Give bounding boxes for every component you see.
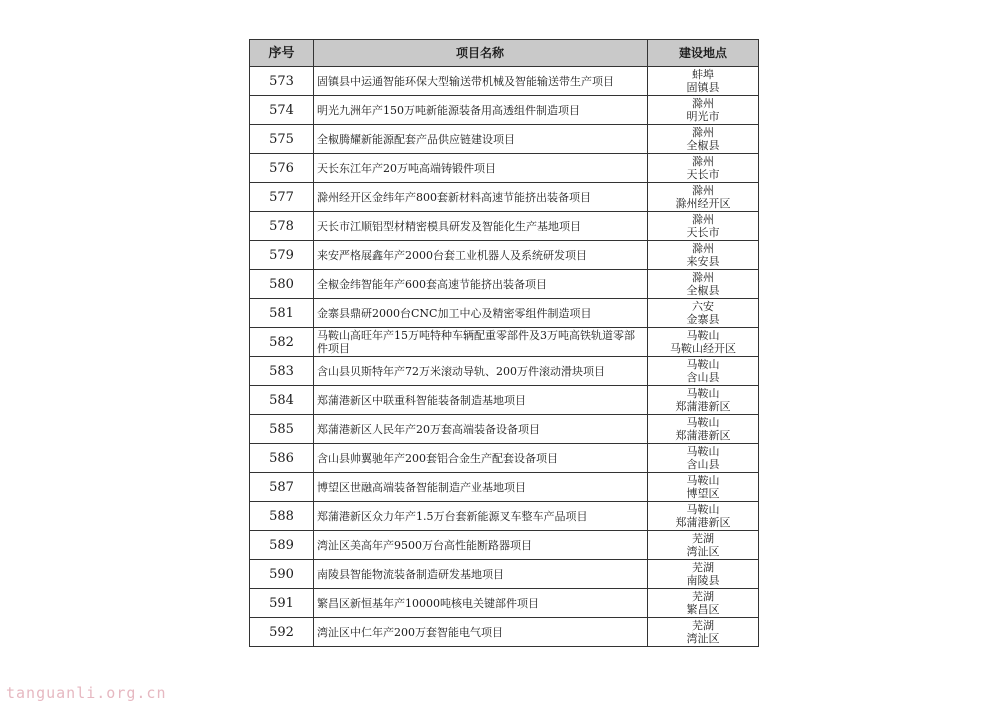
location-county: 滁州经开区 [675,197,731,210]
location-county: 湾沚区 [686,632,720,645]
table-header-row [250,40,759,67]
location-county: 金寨县 [686,313,720,326]
serial-number-cell: 579 [250,241,314,270]
table-row [250,415,759,444]
table-row [250,560,759,589]
serial-number-cell: 574 [250,96,314,125]
location-city: 芜湖 [692,561,714,574]
project-name-cell: 天长东江年产20万吨高端铸锻件项目 [314,154,648,183]
header-serial-number: 序号 [250,40,314,67]
location-cell [648,531,759,560]
location-county: 天长市 [686,226,720,239]
location-city: 马鞍山 [686,387,720,400]
project-table [249,39,759,647]
project-name-cell: 含山县贝斯特年产72万米滚动导轨、200万件滚动滑块项目 [314,357,648,386]
table-row [250,212,759,241]
location-cell [648,618,759,647]
serial-number-cell: 577 [250,183,314,212]
location-county: 天长市 [686,168,720,181]
serial-number-cell: 582 [250,328,314,357]
location-cell [648,241,759,270]
table-row [250,154,759,183]
project-name-cell: 湾沚区美高年产9500万台高性能断路器项目 [314,531,648,560]
watermark: tanguanli.org.cn [6,684,167,702]
location-county: 马鞍山经开区 [670,342,736,355]
location-city: 六安 [692,300,714,313]
location-county: 含山县 [686,458,720,471]
serial-number-cell: 590 [250,560,314,589]
serial-number-cell: 591 [250,589,314,618]
location-county: 郑蒲港新区 [675,429,731,442]
location-city: 滁州 [692,184,714,197]
table-row [250,183,759,212]
location-cell [648,67,759,96]
table-row [250,531,759,560]
location-county: 郑蒲港新区 [675,516,731,529]
location-county: 含山县 [686,371,720,384]
project-name-cell: 天长市江顺铝型材精密模具研发及智能化生产基地项目 [314,212,648,241]
location-city: 蚌埠 [692,68,714,81]
table-row [250,328,759,357]
project-name-cell: 滁州经开区金纬年产800套新材料高速节能挤出装备项目 [314,183,648,212]
table-row [250,299,759,328]
location-county: 郑蒲港新区 [675,400,731,413]
table-row [250,125,759,154]
serial-number-cell: 583 [250,357,314,386]
location-city: 马鞍山 [686,358,720,371]
location-city: 马鞍山 [686,416,720,429]
location-county: 繁昌区 [686,603,720,616]
project-name-cell: 含山县帅翼驰年产200套铝合金生产配套设备项目 [314,444,648,473]
project-name-cell: 繁昌区新恒基年产10000吨核电关键部件项目 [314,589,648,618]
table-row [250,502,759,531]
project-name-cell: 来安严格展鑫年产2000台套工业机器人及系统研发项目 [314,241,648,270]
table-row [250,386,759,415]
serial-number-cell: 586 [250,444,314,473]
location-county: 全椒县 [686,284,720,297]
location-city: 滁州 [692,242,714,255]
location-city: 滁州 [692,213,714,226]
project-name-cell: 郑蒲港新区中联重科智能装备制造基地项目 [314,386,648,415]
location-cell [648,96,759,125]
location-cell [648,502,759,531]
location-cell [648,415,759,444]
location-cell [648,589,759,618]
table-row [250,589,759,618]
location-cell [648,357,759,386]
location-county: 固镇县 [686,81,720,94]
table-row [250,96,759,125]
location-cell [648,444,759,473]
location-city: 滁州 [692,271,714,284]
location-cell [648,299,759,328]
location-city: 滁州 [692,155,714,168]
project-name-cell: 全椒金纬智能年产600套高速节能挤出装备项目 [314,270,648,299]
location-cell [648,386,759,415]
serial-number-cell: 584 [250,386,314,415]
serial-number-cell: 578 [250,212,314,241]
table-row [250,357,759,386]
location-city: 芜湖 [692,532,714,545]
project-name-cell: 全椒腾耀新能源配套产品供应链建设项目 [314,125,648,154]
project-name-cell: 郑蒲港新区众力年产1.5万台套新能源叉车整车产品项目 [314,502,648,531]
location-city: 马鞍山 [686,503,720,516]
location-county: 全椒县 [686,139,720,152]
serial-number-cell: 585 [250,415,314,444]
serial-number-cell: 576 [250,154,314,183]
header-location: 建设地点 [648,40,759,67]
location-cell [648,328,759,357]
project-name-cell: 湾沚区中仁年产200万套智能电气项目 [314,618,648,647]
serial-number-cell: 575 [250,125,314,154]
location-cell [648,212,759,241]
location-city: 滁州 [692,97,714,110]
location-county: 来安县 [686,255,720,268]
project-name-cell: 南陵县智能物流装备制造研发基地项目 [314,560,648,589]
serial-number-cell: 573 [250,67,314,96]
project-name-cell: 郑蒲港新区人民年产20万套高端装备设备项目 [314,415,648,444]
table-row [250,618,759,647]
location-county: 南陵县 [686,574,720,587]
location-cell [648,560,759,589]
table-body [250,67,759,647]
project-name-cell: 马鞍山高旺年产15万吨特种车辆配重零部件及3万吨高铁轨道零部件项目 [314,328,648,357]
table-row [250,444,759,473]
location-county: 博望区 [686,487,720,500]
serial-number-cell: 592 [250,618,314,647]
project-name-cell: 博望区世融高端装备智能制造产业基地项目 [314,473,648,502]
serial-number-cell: 589 [250,531,314,560]
serial-number-cell: 580 [250,270,314,299]
location-county: 明光市 [686,110,720,123]
project-name-cell: 金寨县鼎研2000台CNC加工中心及精密零组件制造项目 [314,299,648,328]
table-row [250,473,759,502]
table-row [250,270,759,299]
location-cell [648,154,759,183]
serial-number-cell: 587 [250,473,314,502]
serial-number-cell: 588 [250,502,314,531]
location-city: 滁州 [692,126,714,139]
header-project-name: 项目名称 [314,40,648,67]
table-row [250,241,759,270]
table-row [250,67,759,96]
location-cell [648,270,759,299]
location-cell [648,125,759,154]
location-city: 马鞍山 [686,445,720,458]
location-city: 马鞍山 [686,474,720,487]
location-city: 马鞍山 [686,329,720,342]
project-name-cell: 固镇县中运通智能环保大型输送带机械及智能输送带生产项目 [314,67,648,96]
location-cell [648,473,759,502]
serial-number-cell: 581 [250,299,314,328]
location-city: 芜湖 [692,590,714,603]
project-name-cell: 明光九洲年产150万吨新能源装备用高透组件制造项目 [314,96,648,125]
location-cell [648,183,759,212]
location-city: 芜湖 [692,619,714,632]
location-county: 湾沚区 [686,545,720,558]
